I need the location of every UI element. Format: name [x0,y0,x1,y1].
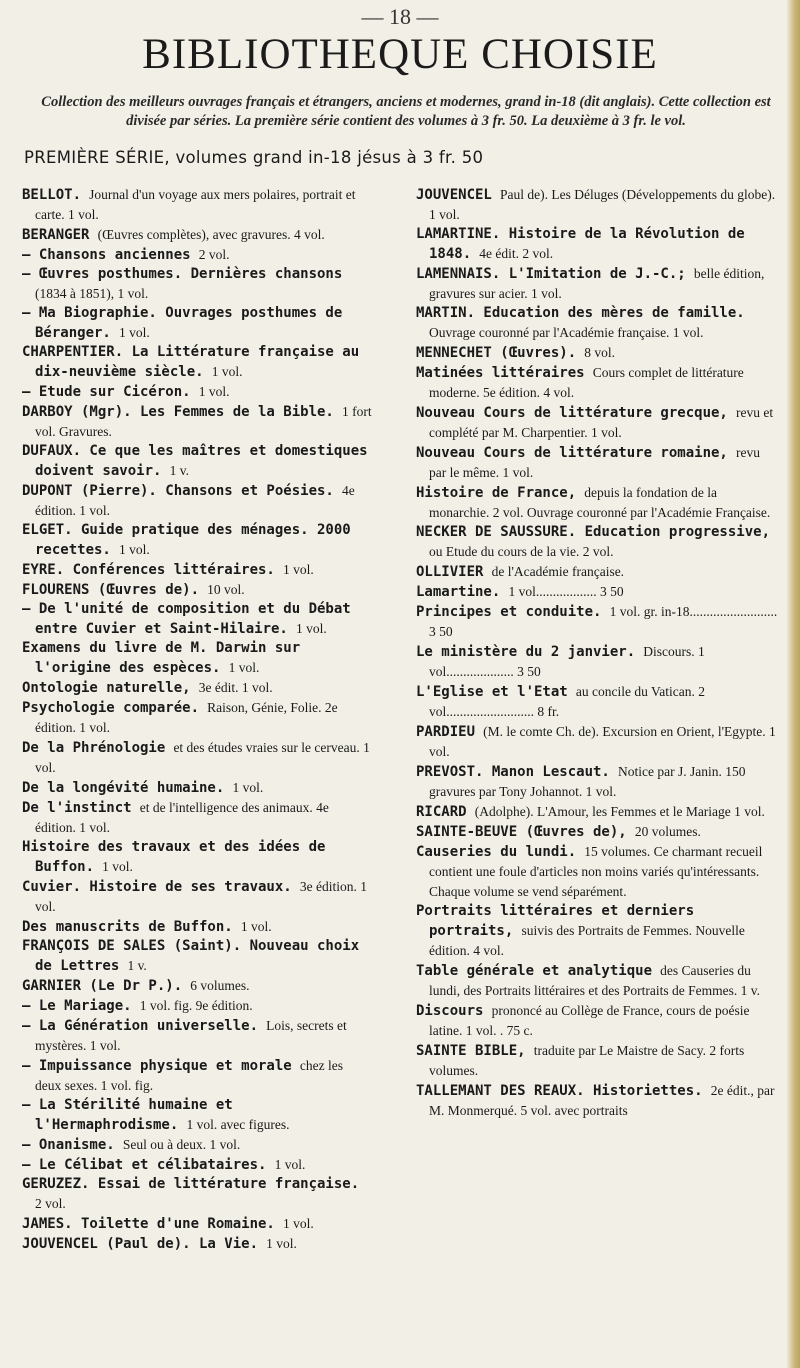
entry-heading: — Ma Biographie. Ouvrages posthumes de Béranger. [22,305,343,341]
catalog-entry [416,961,778,1001]
entry-details: traduite par Le Maistre de Sacy. 2 forts volumes. [429,1043,745,1078]
entry-details: 1 vol.................. 3 50 [508,584,624,599]
entry-heading: MENNECHET (Œuvres). [416,345,577,361]
catalog-entry [22,580,372,600]
entry-heading: — Onanisme. [22,1137,115,1153]
entry-details: chez les deux sexes. 1 vol. fig. [35,1058,343,1093]
entry-details: 1 vol. [228,660,260,675]
entry-details: de l'Académie française. [491,564,625,579]
entry-heading: GARNIER (Le Dr P.). [22,978,183,994]
entry-heading: JAMES. Toilette d'une Romaine. [22,1216,275,1232]
catalog-column-left [22,185,372,1254]
entry-heading: JOUVENCEL (Paul de). La Vie. [22,1236,259,1252]
catalog-entry [22,937,372,976]
page-edge [786,0,800,1368]
entry-heading: Discours [416,1003,484,1019]
catalog-entry [22,1234,372,1254]
catalog-column-right [416,185,778,1121]
catalog-entry [22,225,372,245]
entry-heading: JOUVENCEL [416,187,492,203]
entry-details: Cours complet de littérature moderne. 5e édition. 4 vol. [429,365,744,400]
catalog-entry [22,402,372,442]
catalog-entry [22,1135,372,1155]
catalog-entry [22,738,372,778]
catalog-entry [416,523,778,562]
entry-details: 1 fort vol. Gravures. [35,404,372,439]
entry-heading: — Chansons anciennes [22,247,191,263]
entry-heading: EYRE. Conférences littéraires. [22,562,275,578]
entry-heading: SAINTE-BEUVE (Œuvres de), [416,824,627,840]
entry-heading: DARBOY (Mgr). Les Femmes de la Bible. [22,404,334,420]
entry-details: 1 vol. [119,542,150,557]
catalog-entry [416,185,778,225]
entry-details: 1 vol. [283,562,314,577]
entry-heading: OLLIVIER [416,564,484,580]
catalog-entry [22,600,372,639]
catalog-entry [416,802,778,822]
catalog-entry [416,1041,778,1081]
catalog-entry [416,762,778,802]
catalog-entry [416,902,778,961]
entry-details: Paul de). Les Déluges (Développements du globe). 1 vol. [429,187,776,222]
catalog-entry [416,343,778,363]
entry-heading: — Impuissance physique et morale [22,1058,292,1074]
entry-heading: MARTIN. Education des mères de famille. [416,305,745,321]
entry-heading: — De l'unité de composition et du Débat entre Cuvier et Saint-Hilaire. [22,601,351,637]
entry-details: ou Etude du cours de la vie. 2 vol. [429,544,614,559]
entry-heading: — Etude sur Cicéron. [22,384,191,400]
catalog-entry [416,642,778,682]
entry-heading: Cuvier. Histoire de ses travaux. [22,879,292,895]
catalog-entry [22,185,372,225]
entry-details: 1 vol. [102,859,133,874]
catalog-entry [22,245,372,265]
entry-details: (M. le comte Ch. de). Excursion en Orient, l'Egypte. 1 vol. [429,724,776,759]
entry-details: (Adolphe). L'Amour, les Femmes et le Mariage 1 vol. [474,804,765,819]
series-heading: PREMIÈRE SÉRIE, volumes grand in-18 jésus à 3 fr. 50 [24,148,484,167]
catalog-entry [416,304,778,343]
catalog-entry [416,842,778,902]
entry-heading: LAMENNAIS. L'Imitation de J.-C.; [416,266,686,282]
catalog-entry [22,304,372,343]
entry-details: 3e édit. 1 vol. [198,680,273,695]
catalog-entry [416,682,778,722]
entry-details: Journal d'un voyage aux mers polaires, portrait et carte. 1 vol. [35,187,356,222]
catalog-entry [22,996,372,1016]
catalog-entry [22,1214,372,1234]
entry-heading: — La Génération universelle. [22,1018,259,1034]
entry-heading: Table générale et analytique [416,963,653,979]
entry-details: 10 vol. [207,582,245,597]
catalog-entry [22,343,372,382]
entry-details: des Causeries du lundi, des Portraits littéraires et des Portraits de Femmes. 1 v. [429,963,760,998]
entry-details: Raison, Génie, Folie. 2e édition. 1 vol. [35,700,338,735]
catalog-entry [22,265,372,304]
entry-details: 15 volumes. Ce charmant recueil contient une foule d'articles non moins variés qu'intéressants. Chaque volume se vend séparément. [429,844,763,899]
catalog-entry [22,1175,372,1214]
entry-heading: L'Eglise et l'Etat [416,684,568,700]
entry-details: 1 vol. avec figures. [186,1117,290,1132]
entry-heading: Psychologie comparée. [22,700,200,716]
entry-details: revu et complété par M. Charpentier. 1 vol. [429,405,774,440]
entry-details: (Œuvres complètes), avec gravures. 4 vol. [97,227,325,242]
entry-details: 1 vol. gr. in-18.......................... 3 50 [429,604,778,639]
catalog-entry [22,1155,372,1175]
catalog-entry [416,363,778,403]
entry-details: revu par le même. 1 vol. [429,445,761,480]
catalog-entry [22,778,372,798]
entry-details: (1834 à 1851), 1 vol. [35,286,149,301]
entry-details: 6 volumes. [190,978,250,993]
entry-details: prononcé au Collège de France, cours de poésie latine. 1 vol. . 75 c. [429,1003,750,1038]
catalog-entry [416,822,778,842]
entry-details: 2 vol. [198,247,230,262]
entry-heading: ELGET. Guide pratique des ménages. 2000 recettes. [22,522,351,558]
entry-details: 8 vol. [584,345,616,360]
entry-heading: Nouveau Cours de littérature grecque, [416,405,728,421]
entry-heading: Histoire des travaux et des idées de Buffon. [22,839,326,875]
entry-details: au concile du Vatican. 2 vol.......................... 8 fr. [429,684,705,719]
entry-details: Ouvrage couronné par l'Académie française. 1 vol. [429,325,704,340]
entry-details: 1 vol. fig. 9e édition. [139,998,253,1013]
catalog-entry [416,602,778,642]
entry-heading: — La Stérilité humaine et l'Hermaphrodisme. [22,1097,233,1133]
entry-details: 2e édit., par M. Monmerqué. 5 vol. avec portraits [429,1083,775,1118]
entry-heading: — Le Mariage. [22,998,132,1014]
entry-heading: — Œuvres posthumes. Dernières chansons [22,266,343,282]
entry-heading: RICARD [416,804,467,820]
entry-details: 1 vol. [211,364,243,379]
entry-details: 1 vol. [119,325,150,340]
entry-details: et des études vraies sur le cerveau. 1 vol. [35,740,370,775]
entry-heading: Ontologie naturelle, [22,680,191,696]
entry-details: Lois, secrets et mystères. 1 vol. [35,1018,347,1053]
entry-details: belle édition, gravures sur acier. 1 vol. [429,266,765,301]
catalog-entry [416,722,778,762]
collection-description: Collection des meilleurs ouvrages français et étrangers, anciens et modernes, grand in-18 (dit anglais). Cette collection est divisée par séries. La première série contient des volumes à 3 fr. 50. La deuxième à 3 fr. le vol. [41,94,771,129]
catalog-entry [22,976,372,996]
entry-details: 1 vol. [240,919,272,934]
catalog-entry [416,582,778,602]
entry-details: 3e édition. 1 vol. [35,879,367,914]
catalog-entry [22,1016,372,1056]
catalog-entry [22,481,372,521]
entry-heading: SAINTE BIBLE, [416,1043,526,1059]
entry-heading: CHARPENTIER. La Littérature française au dix-neuvième siècle. [22,344,360,380]
entry-heading: PARDIEU [416,724,476,740]
entry-heading: GERUZEZ. Essai de littérature française. [22,1176,360,1192]
catalog-entry [22,1056,372,1096]
entry-heading: Examens du livre de M. Darwin sur l'origine des espèces. [22,640,301,676]
entry-details: depuis la fondation de la monarchie. 2 vol. Ouvrage couronné par l'Académie Française. [429,485,771,520]
catalog-entry [22,798,372,838]
entry-heading: DUFAUX. Ce que les maîtres et domestiques doivent savoir. [22,443,368,479]
entry-heading: De l'instinct [22,800,132,816]
entry-details: 2 vol. [35,1196,66,1211]
entry-heading: PREVOST. Manon Lescaut. [416,764,610,780]
catalog-entry [416,443,778,483]
catalog-entry [416,562,778,582]
entry-heading: BERANGER [22,227,90,243]
entry-details: 1 vol. [296,621,327,636]
entry-details: Discours. 1 vol.................... 3 50 [429,644,705,679]
entry-details: 1 vol. [274,1157,306,1172]
entry-details: 1 vol. [232,780,264,795]
catalog-entry [22,877,372,917]
entry-heading: De la longévité humaine. [22,780,225,796]
page-number: — 18 — [361,4,439,29]
entry-heading: Nouveau Cours de littérature romaine, [416,445,728,461]
entry-heading: BELLOT. [22,187,82,203]
entry-heading: Causeries du lundi. [416,844,577,860]
entry-heading: Des manuscrits de Buffon. [22,919,233,935]
catalog-entry [22,560,372,580]
catalog-entry [416,264,778,304]
entry-details: 1 vol. [266,1236,297,1251]
catalog-entry [416,483,778,523]
entry-details: Notice par J. Janin. 150 gravures par Tony Johannot. 1 vol. [429,764,746,799]
entry-details: 1 vol. [283,1216,314,1231]
entry-details: Seul ou à deux. 1 vol. [122,1137,241,1152]
catalog-entry [22,838,372,877]
catalog-entry [22,521,372,560]
entry-heading: Matinées littéraires [416,365,585,381]
catalog-entry [22,382,372,402]
catalog-entry [416,403,778,443]
entry-details: 20 volumes. [634,824,701,839]
entry-heading: Histoire de France, [416,485,577,501]
entry-details: 1 v. [169,463,189,478]
entry-heading: TALLEMANT DES REAUX. Historiettes. [416,1083,703,1099]
entry-details: suivis des Portraits de Femmes. Nouvelle édition. 4 vol. [429,923,745,958]
entry-details: 1 v. [127,958,147,973]
entry-heading: — Le Célibat et célibataires. [22,1157,267,1173]
entry-heading: Principes et conduite. [416,604,602,620]
entry-details: 4e édition. 1 vol. [35,483,355,518]
catalog-entry [22,678,372,698]
catalog-entry [22,1096,372,1135]
entry-details: 4e édit. 2 vol. [479,246,554,261]
catalog-entry [22,639,372,678]
entry-heading: NECKER DE SAUSSURE. Education progressive, [416,524,771,540]
entry-heading: FRANÇOIS DE SALES (Saint). Nouveau choix de Lettres [22,938,360,974]
catalog-entry [416,1081,778,1121]
entry-heading: LAMARTINE. Histoire de la Révolution de 1848. [416,226,745,262]
entry-heading: Portraits littéraires et derniers portraits, [416,903,695,939]
catalog-entry [22,442,372,481]
entry-heading: FLOURENS (Œuvres de). [22,582,200,598]
entry-heading: Le ministère du 2 janvier. [416,644,636,660]
catalog-entry [416,225,778,264]
page-title: BIBLIOTHEQUE CHOISIE [142,31,658,78]
catalog-entry [416,1001,778,1041]
entry-heading: Lamartine. [416,584,501,600]
entry-details: 1 vol. [198,384,230,399]
entry-details: et de l'intelligence des animaux. 4e édition. 1 vol. [35,800,329,835]
catalog-entry [22,698,372,738]
entry-heading: DUPONT (Pierre). Chansons et Poésies. [22,483,334,499]
catalog-entry [22,917,372,937]
entry-heading: De la Phrénologie [22,740,166,756]
